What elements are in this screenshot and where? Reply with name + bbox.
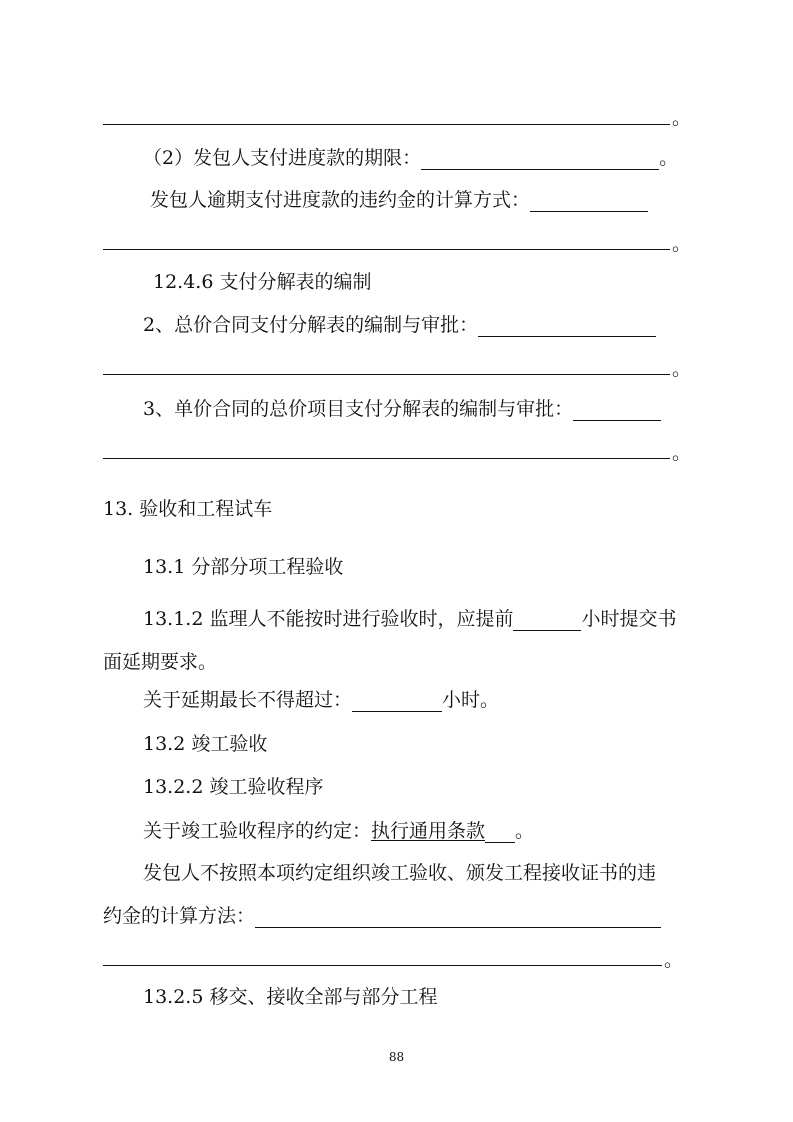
max-extension-blank xyxy=(352,693,442,712)
period-7: 。 xyxy=(672,358,692,380)
max-extension-suffix: 小时。 xyxy=(442,689,500,711)
completion-procedure-label: 关于竣工验收程序的约定： xyxy=(143,820,372,842)
text-line-13-1-2 xyxy=(143,607,677,631)
section-13-1 xyxy=(143,555,343,579)
period-17: 。 xyxy=(515,820,535,842)
employer-default-label: 发包人不按照本项约定组织竣工验收、颁发工程接收证书的违 xyxy=(143,862,657,884)
page-number: 88 xyxy=(388,1050,405,1064)
section-13-heading: 13. 验收和工程试车 xyxy=(103,498,273,520)
text-line-completion-procedure xyxy=(143,819,534,843)
unit-price-schedule-blank xyxy=(573,402,661,421)
period-2: 。 xyxy=(659,147,679,169)
penalty-method-blank xyxy=(255,909,661,928)
text-line-employer-default xyxy=(143,861,656,885)
period-4: 。 xyxy=(672,233,692,255)
clause-13-1-2-continued: 面延期要求。 xyxy=(103,651,218,673)
payment-deadline-label: （2）发包人支付进度款的期限： xyxy=(143,147,422,169)
advance-hours-blank xyxy=(513,612,581,631)
section-12-4-6-heading: 12.4.6 支付分解表的编制 xyxy=(153,271,372,293)
period-1: 。 xyxy=(672,107,692,129)
section-13-2-2 xyxy=(143,775,323,799)
text-line-penalty-method xyxy=(103,904,661,928)
late-payment-label: 发包人逾期支付进度款的违约金的计算方式： xyxy=(150,189,531,211)
text-line-unit-price-schedule xyxy=(143,397,661,421)
section-13-2-2-heading: 13.2.2 竣工验收程序 xyxy=(143,776,324,798)
text-line-payment-deadline xyxy=(143,146,678,170)
period-20: 。 xyxy=(664,949,684,971)
text-line-max-extension xyxy=(143,688,499,712)
section-13-1-heading: 13.1 分部分项工程验收 xyxy=(143,556,344,578)
section-12-4-6 xyxy=(153,270,371,294)
completion-procedure-blank xyxy=(485,824,515,843)
blank-line-4 xyxy=(103,249,670,250)
section-13 xyxy=(103,497,272,521)
lump-sum-schedule-label: 2、总价合同支付分解表的编制与审批： xyxy=(143,314,479,336)
section-13-2-5-heading: 13.2.5 移交、接收全部与部分工程 xyxy=(143,986,438,1008)
section-13-2-5 xyxy=(143,985,437,1009)
blank-line-20 xyxy=(103,965,662,966)
blank-line-9 xyxy=(103,458,670,459)
clause-13-1-2-suffix: 小时提交书 xyxy=(581,608,677,630)
text-line-late-payment xyxy=(150,188,648,212)
payment-deadline-blank xyxy=(421,151,659,170)
text-line-lump-sum-schedule xyxy=(143,313,656,337)
clause-13-1-2-label: 13.1.2 监理人不能按时进行验收时，应提前 xyxy=(143,608,514,630)
period-9: 。 xyxy=(672,442,692,464)
lump-sum-schedule-blank xyxy=(478,318,656,337)
penalty-method-label: 约金的计算方法： xyxy=(103,905,256,927)
max-extension-label: 关于延期最长不得超过： xyxy=(143,689,353,711)
text-line-13-1-2-cont xyxy=(103,650,217,674)
blank-line-7 xyxy=(103,374,670,375)
completion-procedure-value: 执行通用条款 xyxy=(371,820,486,842)
section-13-2 xyxy=(143,732,267,756)
section-13-2-heading: 13.2 竣工验收 xyxy=(143,733,268,755)
late-payment-blank xyxy=(530,193,648,212)
blank-line-1 xyxy=(103,124,670,125)
unit-price-schedule-label: 3、单价合同的总价项目支付分解表的编制与审批： xyxy=(143,398,574,420)
